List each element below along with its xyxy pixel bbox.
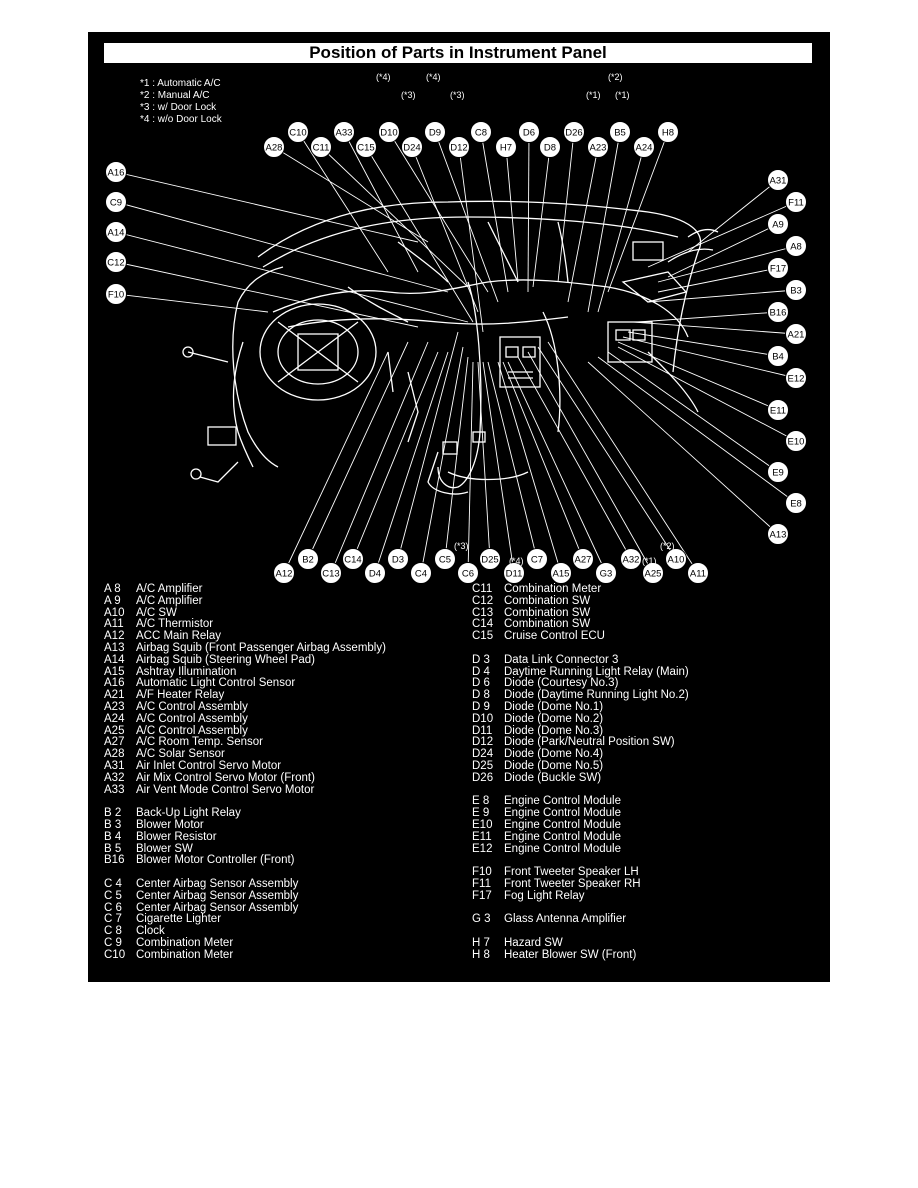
part-code: H 7 — [472, 936, 490, 949]
part-code: E 9 — [472, 807, 490, 820]
callout-label: E11 — [769, 405, 787, 417]
part-code: F17 — [472, 889, 492, 902]
part-name: Cruise Control ECU — [504, 630, 605, 643]
part-name: Combination Meter — [136, 936, 234, 949]
footnote-mark: (*4) — [509, 556, 524, 566]
leader-line — [598, 147, 644, 312]
instrument-panel-diagram — [88, 72, 830, 592]
part-row — [472, 773, 689, 785]
leader-line — [598, 357, 796, 503]
callout-top — [425, 122, 446, 143]
leader-line — [389, 132, 488, 292]
part-name: Front Tweeter Speaker LH — [504, 866, 639, 879]
part-code: A23 — [104, 700, 125, 713]
legend-note: *2 : Manual A/C — [140, 90, 210, 101]
callout-top — [564, 122, 585, 143]
callout-label: H7 — [499, 142, 513, 154]
callout-right — [768, 214, 789, 235]
callout-right — [768, 258, 789, 279]
part-name: Center Airbag Sensor Assembly — [136, 877, 299, 890]
part-code: C13 — [472, 606, 494, 619]
callout-right — [786, 324, 807, 345]
part-name: Data Link Connector 3 — [504, 653, 619, 666]
part-code: C12 — [472, 594, 494, 607]
footnote-mark: (*3) — [450, 90, 465, 100]
part-name: Cigarette Lighter — [136, 913, 222, 926]
footnote-mark: (*2) — [608, 72, 623, 82]
callout-right — [786, 192, 807, 213]
legend-note: *3 : w/ Door Lock — [140, 102, 217, 113]
callout-label: D9 — [428, 127, 442, 139]
part-name: Diode (Buckle SW) — [504, 771, 602, 784]
leader-line — [483, 362, 514, 573]
leader-line — [274, 147, 428, 242]
callout-label: C15 — [357, 142, 375, 154]
callout-label: D25 — [481, 554, 499, 566]
callout-bottom — [551, 563, 572, 584]
callout-label: A27 — [574, 554, 592, 566]
callout-label: C4 — [414, 568, 428, 580]
callout-label: C13 — [322, 568, 340, 580]
callout-right — [786, 368, 807, 389]
callout-label: A31 — [769, 175, 787, 187]
part-code: B 3 — [104, 818, 122, 831]
footnote-mark: (*3) — [401, 90, 416, 100]
part-row — [472, 950, 689, 962]
callout-right — [768, 170, 789, 191]
part-name: Air Inlet Control Servo Motor — [136, 759, 282, 772]
leader-line — [638, 312, 778, 322]
part-code: A28 — [104, 748, 125, 761]
callout-label: E12 — [787, 373, 805, 385]
callout-top — [519, 122, 540, 143]
part-name: ACC Main Relay — [136, 630, 221, 643]
leader-line — [518, 357, 631, 559]
part-name: A/C Control Assembly — [136, 724, 248, 737]
part-code: D 8 — [472, 689, 490, 702]
callout-bottom — [274, 563, 295, 584]
footnote-mark: (*1) — [615, 90, 630, 100]
part-code: A32 — [104, 771, 125, 784]
leader-line — [628, 332, 778, 356]
callout-top — [288, 122, 309, 143]
callout-top — [356, 137, 377, 158]
part-code: E11 — [472, 830, 492, 843]
part-code: A27 — [104, 736, 125, 749]
callout-label: F17 — [769, 263, 787, 275]
part-code: A14 — [104, 653, 125, 666]
callout-top — [588, 137, 609, 158]
part-code: A16 — [104, 677, 125, 690]
part-name: Combination SW — [504, 618, 591, 631]
part-code: F10 — [472, 866, 492, 879]
leader-line — [116, 202, 448, 292]
callout-label: A21 — [787, 329, 805, 341]
callout-top — [311, 137, 332, 158]
callout-label: F10 — [107, 289, 125, 301]
title-box — [102, 41, 814, 65]
leader-line — [284, 352, 388, 573]
part-name: Diode (Daytime Running Light No.2) — [504, 689, 689, 702]
part-name: A/C Amplifier — [136, 594, 203, 607]
callout-label: C8 — [474, 127, 488, 139]
leader-line — [308, 342, 408, 559]
part-code: A12 — [104, 630, 125, 643]
callout-left — [106, 222, 127, 243]
callout-top — [334, 122, 355, 143]
callout-label: D4 — [368, 568, 382, 580]
part-name: Combination Meter — [136, 948, 234, 961]
part-name: Automatic Light Control Sensor — [136, 677, 296, 690]
callout-label: C7 — [530, 554, 544, 566]
part-code: E12 — [472, 842, 493, 855]
part-row — [104, 855, 386, 867]
part-code: D10 — [472, 712, 494, 725]
callout-bottom — [596, 563, 617, 584]
callout-label: C9 — [109, 197, 123, 209]
part-code: A21 — [104, 689, 125, 702]
footnote-mark: (*4) — [376, 72, 391, 82]
part-code: A15 — [104, 665, 125, 678]
callout-right — [768, 302, 789, 323]
leader-line — [548, 342, 698, 573]
footnote-mark: (*1) — [586, 90, 601, 100]
part-name: Engine Control Module — [504, 807, 621, 820]
part-code: D 6 — [472, 677, 490, 690]
callout-bottom — [527, 549, 548, 570]
callout-label: G3 — [599, 568, 613, 580]
part-name: Diode (Park/Neutral Position SW) — [504, 736, 675, 749]
part-row — [104, 950, 386, 962]
parts-list-left — [104, 584, 386, 962]
callout-label: A28 — [265, 142, 283, 154]
leader-line — [533, 147, 550, 287]
part-code: B 4 — [104, 830, 122, 843]
callout-label: B4 — [772, 351, 784, 363]
callout-label: A23 — [589, 142, 607, 154]
callout-label: C10 — [289, 127, 307, 139]
part-code: E10 — [472, 818, 493, 831]
part-name: A/C Room Temp. Sensor — [136, 736, 263, 749]
callout-right — [768, 462, 789, 483]
parts-list-right — [472, 584, 689, 962]
part-code: A24 — [104, 712, 125, 725]
part-name: A/C SW — [136, 606, 177, 619]
part-name: Clock — [136, 925, 165, 938]
callout-bottom — [573, 549, 594, 570]
part-name: Center Airbag Sensor Assembly — [136, 901, 299, 914]
part-row — [472, 844, 689, 856]
callout-bottom — [480, 549, 501, 570]
part-row — [104, 785, 386, 797]
part-name: Air Mix Control Servo Motor (Front) — [136, 771, 315, 784]
part-name: Combination Meter — [504, 583, 602, 595]
part-name: Combination SW — [504, 606, 591, 619]
part-code: A13 — [104, 641, 125, 654]
callout-bottom — [666, 549, 687, 570]
part-code: A 9 — [104, 594, 121, 607]
footnote-mark: (*2) — [660, 541, 675, 551]
part-code: D11 — [472, 724, 493, 737]
callout-top — [610, 122, 631, 143]
callout-label: A12 — [275, 568, 293, 580]
part-name: A/C Control Assembly — [136, 712, 248, 725]
part-code: D25 — [472, 759, 494, 772]
part-name: Air Vent Mode Control Servo Motor — [136, 783, 315, 796]
callout-bottom — [458, 563, 479, 584]
leader-line — [633, 322, 796, 334]
legend-note: *1 : Automatic A/C — [140, 78, 221, 89]
part-code: D 9 — [472, 700, 490, 713]
page-title: Position of Parts in Instrument Panel — [309, 43, 607, 62]
callout-left — [106, 284, 127, 305]
callout-label: D11 — [505, 568, 523, 580]
part-code: C 6 — [104, 901, 122, 914]
leader-line — [508, 362, 606, 573]
callout-label: D24 — [403, 142, 421, 154]
part-name: Diode (Dome No.2) — [504, 712, 604, 725]
part-name: Engine Control Module — [504, 842, 621, 855]
part-code: C 9 — [104, 936, 122, 949]
callout-label: H8 — [661, 127, 675, 139]
part-name: Blower SW — [136, 842, 193, 855]
footnote-mark: (*3) — [454, 541, 469, 551]
part-name: Glass Antenna Amplifier — [504, 913, 627, 926]
callout-label: C5 — [438, 554, 452, 566]
callout-label: A8 — [790, 241, 802, 253]
callout-right — [768, 400, 789, 421]
callout-bottom — [388, 549, 409, 570]
part-code: D 3 — [472, 653, 490, 666]
diagram-panel — [88, 32, 830, 982]
callout-label: E8 — [790, 498, 802, 510]
callout-label: C14 — [344, 554, 362, 566]
callout-bottom — [343, 549, 364, 570]
callout-layer — [106, 122, 807, 584]
callout-label: A33 — [335, 127, 353, 139]
callout-label: A13 — [769, 529, 787, 541]
callout-top — [658, 122, 679, 143]
footnote-mark: (*4) — [426, 72, 441, 82]
leader-line — [608, 352, 778, 472]
leader-line — [558, 132, 574, 282]
part-name: Daytime Running Light Relay (Main) — [504, 665, 689, 678]
part-code: B 5 — [104, 842, 122, 855]
callout-label: D10 — [380, 127, 398, 139]
callout-right — [786, 280, 807, 301]
part-name: Ashtray Illumination — [136, 665, 237, 678]
part-name: Center Airbag Sensor Assembly — [136, 889, 299, 902]
leader-line — [528, 132, 529, 292]
leader-line — [412, 147, 478, 312]
part-code: A10 — [104, 606, 125, 619]
part-name: Hazard SW — [504, 936, 563, 949]
callout-right — [786, 236, 807, 257]
callout-label: A9 — [772, 219, 784, 231]
part-code: C10 — [104, 948, 126, 961]
leader-line — [366, 147, 473, 322]
part-row — [472, 914, 689, 926]
callout-label: C6 — [461, 568, 475, 580]
part-name: Blower Motor Controller (Front) — [136, 854, 295, 867]
callout-top — [496, 137, 517, 158]
part-code: C14 — [472, 618, 494, 631]
part-code: D 4 — [472, 665, 490, 678]
leader-line — [478, 362, 490, 559]
callout-top — [264, 137, 285, 158]
callout-top — [379, 122, 400, 143]
part-code: D26 — [472, 771, 494, 784]
callout-bottom — [321, 563, 342, 584]
callout-left — [106, 192, 127, 213]
callout-label: A15 — [552, 568, 570, 580]
callout-bottom — [688, 563, 709, 584]
callout-top — [402, 137, 423, 158]
callout-top — [540, 137, 561, 158]
part-row — [472, 631, 689, 643]
callout-label: D26 — [565, 127, 583, 139]
callout-left — [106, 252, 127, 273]
leader-line — [116, 294, 268, 312]
part-name: A/C Control Assembly — [136, 700, 248, 713]
leader-line — [445, 357, 468, 559]
part-code: D12 — [472, 736, 494, 749]
callout-label: D8 — [543, 142, 557, 154]
leader-line — [488, 362, 537, 559]
callout-bottom — [298, 549, 319, 570]
part-code: C 7 — [104, 913, 122, 926]
callout-bottom — [621, 549, 642, 570]
callout-label: A32 — [622, 554, 640, 566]
callout-top — [471, 122, 492, 143]
part-code: A11 — [104, 618, 124, 631]
part-code: H 8 — [472, 948, 490, 961]
part-code: G 3 — [472, 913, 491, 926]
part-name: Engine Control Module — [504, 830, 621, 843]
legend-note: *4 : w/o Door Lock — [140, 114, 222, 125]
callout-label: C11 — [312, 142, 330, 154]
part-code: B16 — [104, 854, 125, 867]
part-name: Blower Resistor — [136, 830, 217, 843]
part-code: A31 — [104, 759, 125, 772]
part-code: C 5 — [104, 889, 122, 902]
callout-label: C12 — [107, 257, 125, 269]
part-name: Diode (Dome No.3) — [504, 724, 604, 737]
callout-right — [768, 524, 789, 545]
callout-label: D3 — [391, 554, 405, 566]
part-name: Back-Up Light Relay — [136, 807, 241, 820]
part-code: B 2 — [104, 807, 122, 820]
callout-bottom — [411, 563, 432, 584]
part-name: Diode (Courtesy No.3) — [504, 677, 619, 690]
part-name: Front Tweeter Speaker RH — [504, 877, 641, 890]
leader-lines — [116, 132, 796, 573]
part-name: Blower Motor — [136, 818, 204, 831]
footnote-mark: (*1) — [642, 556, 657, 566]
part-name: Diode (Dome No.1) — [504, 700, 604, 713]
callout-right — [786, 493, 807, 514]
callout-label: E9 — [772, 467, 784, 479]
callout-label: D6 — [522, 127, 536, 139]
part-name: Heater Blower SW (Front) — [504, 948, 637, 961]
part-code: A 8 — [104, 583, 121, 595]
callout-label: A10 — [667, 554, 685, 566]
part-row — [472, 891, 689, 903]
part-name: Combination SW — [504, 594, 591, 607]
part-code: D24 — [472, 748, 494, 761]
callout-bottom — [435, 549, 456, 570]
part-name: A/F Heater Relay — [136, 689, 225, 702]
callout-right — [768, 346, 789, 367]
callout-left — [106, 162, 127, 183]
leader-line — [116, 172, 418, 242]
part-name: A/C Amplifier — [136, 583, 203, 595]
callout-label: D12 — [450, 142, 468, 154]
part-code: E 8 — [472, 795, 490, 808]
part-code: C 8 — [104, 925, 122, 938]
callout-bottom — [365, 563, 386, 584]
callout-top — [634, 137, 655, 158]
part-name: A/C Thermistor — [136, 618, 214, 631]
callout-label: B3 — [790, 285, 802, 297]
part-code: C11 — [472, 583, 493, 595]
part-code: C 4 — [104, 877, 122, 890]
dashboard-drawing — [183, 201, 718, 494]
part-name: Engine Control Module — [504, 795, 621, 808]
callout-label: A11 — [689, 568, 707, 580]
part-code: A25 — [104, 724, 125, 737]
callout-label: A24 — [635, 142, 653, 154]
callout-label: B16 — [769, 307, 787, 319]
callout-label: B5 — [614, 127, 626, 139]
callout-label: F11 — [788, 197, 804, 209]
leader-line — [503, 362, 583, 559]
part-name: Airbag Squib (Front Passenger Airbag Assembly) — [136, 641, 386, 654]
callout-right — [786, 431, 807, 452]
part-name: Fog Light Relay — [504, 889, 585, 902]
callout-label: A25 — [644, 568, 662, 580]
callout-label: B2 — [302, 554, 314, 566]
part-code: C15 — [472, 630, 494, 643]
part-name: Diode (Dome No.4) — [504, 748, 604, 761]
part-code: F11 — [472, 877, 491, 890]
part-name: Diode (Dome No.5) — [504, 759, 604, 772]
part-name: Engine Control Module — [504, 818, 621, 831]
callout-top — [449, 137, 470, 158]
callout-label: A16 — [107, 167, 125, 179]
callout-label: E10 — [787, 436, 805, 448]
callout-label: A14 — [107, 227, 125, 239]
leader-line — [588, 132, 620, 312]
part-name: A/C Solar Sensor — [136, 748, 225, 761]
part-code: A33 — [104, 783, 125, 796]
part-name: Airbag Squib (Steering Wheel Pad) — [136, 653, 315, 666]
